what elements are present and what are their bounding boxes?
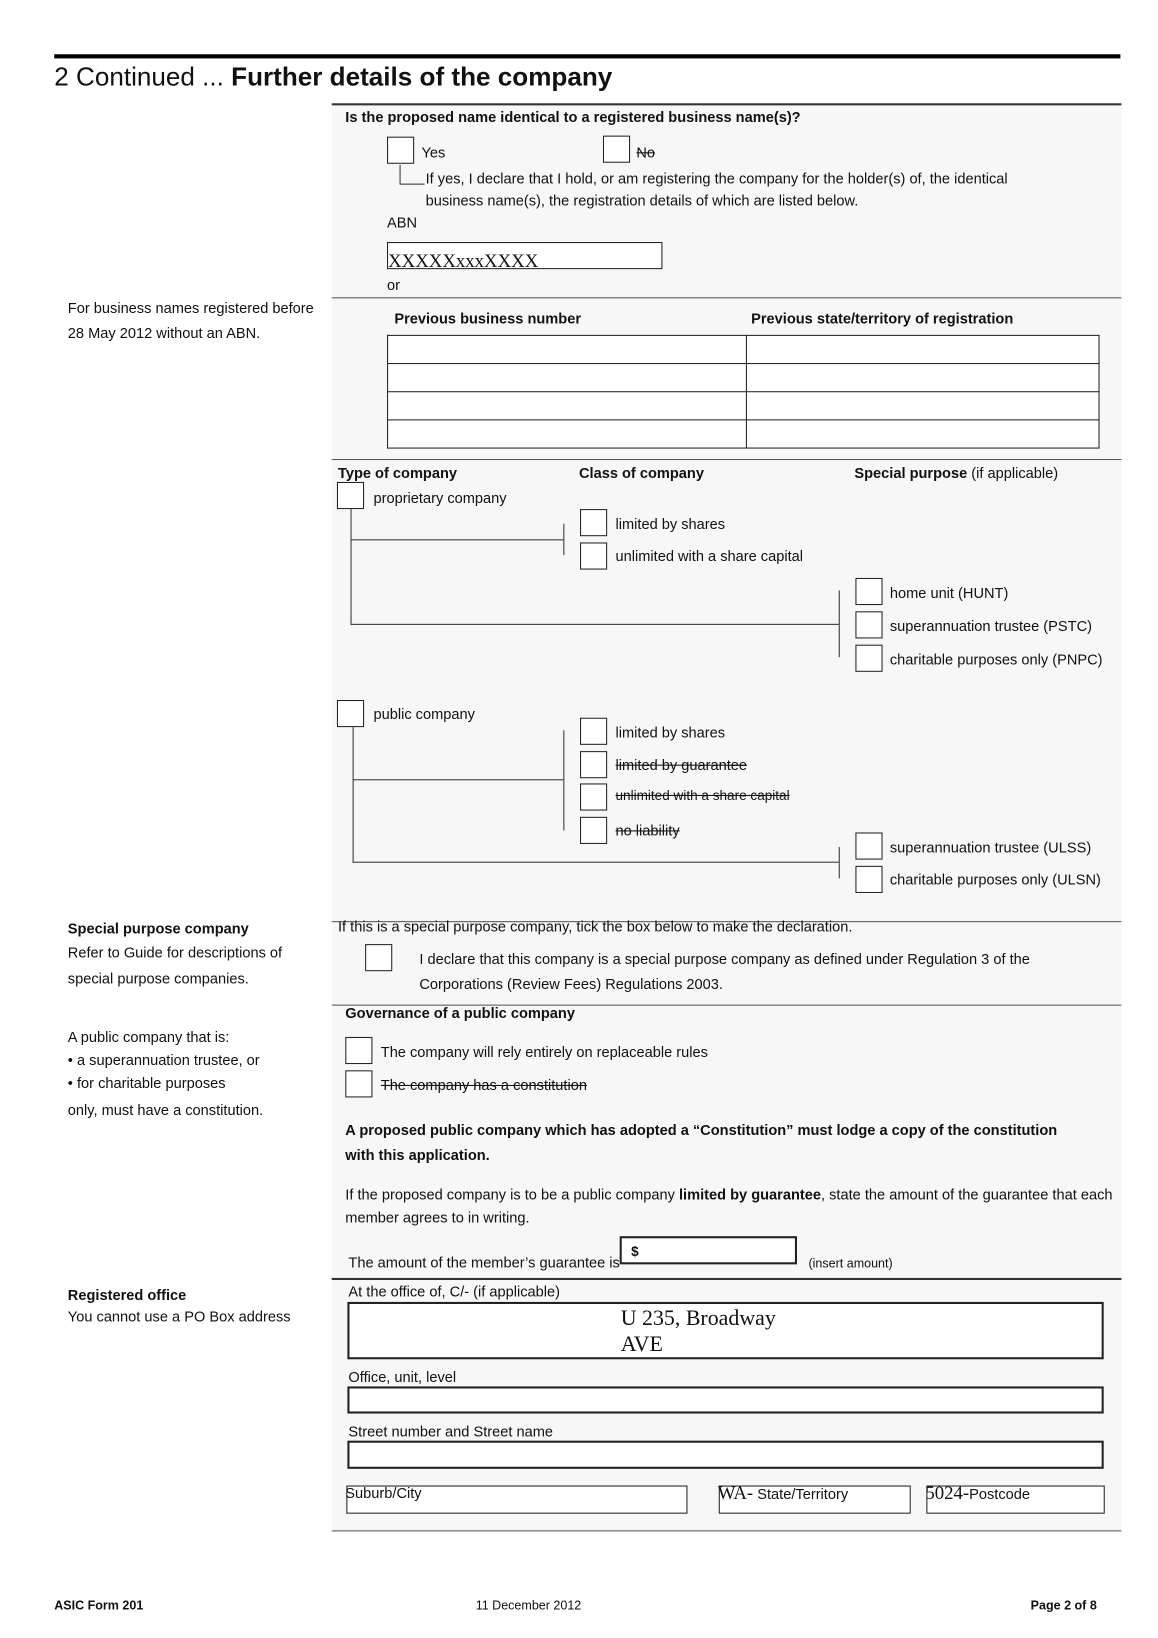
abn-input[interactable]: XXXXXxxxXXXX (387, 242, 662, 269)
business-number-cell[interactable] (388, 392, 747, 420)
table-row (388, 420, 1099, 448)
ulsn-checkbox[interactable] (855, 866, 882, 893)
replaceable-rules-checkbox[interactable] (345, 1037, 372, 1064)
class-label: no liability (615, 822, 680, 839)
side-note: Refer to Guide for descriptions of (67, 944, 283, 961)
pstc-checkbox[interactable] (855, 611, 882, 638)
special-label: charitable purposes only (PNPC) (889, 650, 1103, 668)
class-label: limited by guarantee (615, 756, 748, 774)
public-label: public company (373, 705, 475, 722)
guarantee-text-2: member agrees to in writing. (345, 1209, 530, 1226)
street-input[interactable] (347, 1441, 1103, 1469)
care-of-input[interactable]: U 235, Broadway AVE (347, 1302, 1103, 1359)
special-label: superannuation trustee (PSTC) (889, 617, 1092, 635)
prop-unlimited-checkbox[interactable] (580, 542, 607, 569)
hunt-checkbox[interactable] (855, 578, 882, 605)
side-note-2: 28 May 2012 without an ABN. (67, 324, 261, 342)
class-label: unlimited with a share capital (615, 787, 790, 804)
side-note: special purpose companies. (67, 970, 249, 987)
state-cell[interactable] (746, 335, 1099, 363)
care-of-label: At the office of, C/- (if applicable) (348, 1283, 561, 1300)
state-cell[interactable] (746, 364, 1099, 392)
previous-business-table (387, 335, 1100, 449)
table-row (388, 392, 1099, 420)
side-note: You cannot use a PO Box address (67, 1308, 291, 1325)
declaration-text: If yes, I declare that I hold, or am registering the company for the holder(s) of, the identical (425, 170, 1008, 187)
or-label: or (387, 276, 401, 294)
constitution-notice-2: with this application. (345, 1146, 490, 1164)
yes-label: Yes (421, 143, 446, 161)
prop-limited-shares-checkbox[interactable] (580, 509, 607, 536)
proprietary-label: proprietary company (373, 489, 507, 506)
footer-date: 11 December 2012 (475, 1598, 582, 1613)
special-purpose-intro: If this is a special purpose company, tick the box below to make the declaration. (337, 918, 853, 935)
special-purpose-declaration: I declare that this company is a special purpose company as defined under Regulation 3 of the (419, 950, 1030, 968)
registered-office-title: Registered office (67, 1286, 187, 1303)
guarantee-text: If the proposed company is to be a public company limited by guarantee, state the amount of the guarantee that each (345, 1186, 1113, 1203)
special-label: home unit (HUNT) (889, 584, 1009, 601)
side-bullet: • for charitable purposes (67, 1074, 226, 1092)
col-header-state: Previous state/territory of registration (751, 309, 1014, 327)
governance-title: Governance of a public company (345, 1004, 575, 1022)
declaration-text-2: business name(s), the registration details of which are listed below. (425, 191, 859, 209)
table-row (388, 364, 1099, 392)
pub-unlimited-checkbox[interactable] (580, 783, 607, 810)
public-checkbox[interactable] (337, 700, 364, 727)
class-header: Class of company (578, 464, 704, 481)
class-label: unlimited with a share capital (615, 547, 804, 565)
footer-page-number: Page 2 of 8 (1030, 1598, 1097, 1613)
special-header: Special purpose (if applicable) (854, 464, 1059, 481)
side-bullet: • a superannuation trustee, or (67, 1051, 260, 1069)
no-checkbox[interactable] (603, 136, 630, 163)
side-note: only, must have a constitution. (67, 1101, 264, 1119)
constitution-checkbox[interactable] (345, 1070, 372, 1097)
pub-limited-guarantee-checkbox[interactable] (580, 751, 607, 778)
pub-limited-shares-checkbox[interactable] (580, 718, 607, 745)
amount-label: The amount of the member’s guarantee is (348, 1253, 620, 1271)
side-note: A public company that is: (67, 1028, 230, 1046)
business-number-cell[interactable] (388, 364, 747, 392)
state-label: WA- State/Territory (717, 1482, 849, 1504)
class-label: limited by shares (615, 515, 726, 533)
business-number-cell[interactable] (388, 335, 747, 363)
insert-amount-hint: (insert amount) (808, 1256, 893, 1271)
guarantee-amount-input[interactable]: $ (620, 1236, 797, 1264)
class-label: limited by shares (615, 723, 726, 741)
replaceable-rules-label: The company will rely entirely on replaceable rules (380, 1043, 708, 1060)
footer-form-name: ASIC Form 201 (54, 1598, 144, 1613)
business-number-cell[interactable] (388, 420, 747, 448)
special-label: charitable purposes only (ULSN) (889, 871, 1101, 888)
suburb-label: Suburb/City (345, 1484, 422, 1502)
page-title: 2 Continued ... Further details of the company (54, 62, 613, 92)
postcode-label: 5024-Postcode (925, 1482, 1031, 1504)
table-row (388, 335, 1099, 363)
office-label: Office, unit, level (348, 1368, 457, 1386)
street-label: Street number and Street name (348, 1422, 554, 1440)
side-note: For business names registered before (67, 299, 314, 317)
type-header: Type of company (337, 464, 458, 481)
constitution-label: The company has a constitution (380, 1076, 587, 1094)
special-purpose-checkbox[interactable] (365, 944, 392, 971)
col-header-business-number: Previous business number (394, 309, 582, 327)
no-liability-checkbox[interactable] (580, 817, 607, 844)
yes-checkbox[interactable] (387, 137, 414, 164)
question-label: Is the proposed name identical to a registered business name(s)? (345, 108, 801, 126)
proprietary-checkbox[interactable] (337, 482, 364, 509)
office-input[interactable] (347, 1386, 1103, 1413)
special-purpose-declaration-2: Corporations (Review Fees) Regulations 2003. (419, 975, 723, 993)
special-purpose-title: Special purpose company (67, 920, 249, 937)
ulss-checkbox[interactable] (855, 832, 882, 859)
state-cell[interactable] (746, 420, 1099, 448)
special-label: superannuation trustee (ULSS) (889, 838, 1092, 856)
abn-label: ABN (387, 213, 418, 231)
no-label: No (636, 143, 656, 161)
constitution-notice: A proposed public company which has adopted a “Constitution” must lodge a copy of the constitution (345, 1121, 1058, 1139)
state-cell[interactable] (746, 392, 1099, 420)
pnpc-checkbox[interactable] (855, 645, 882, 672)
